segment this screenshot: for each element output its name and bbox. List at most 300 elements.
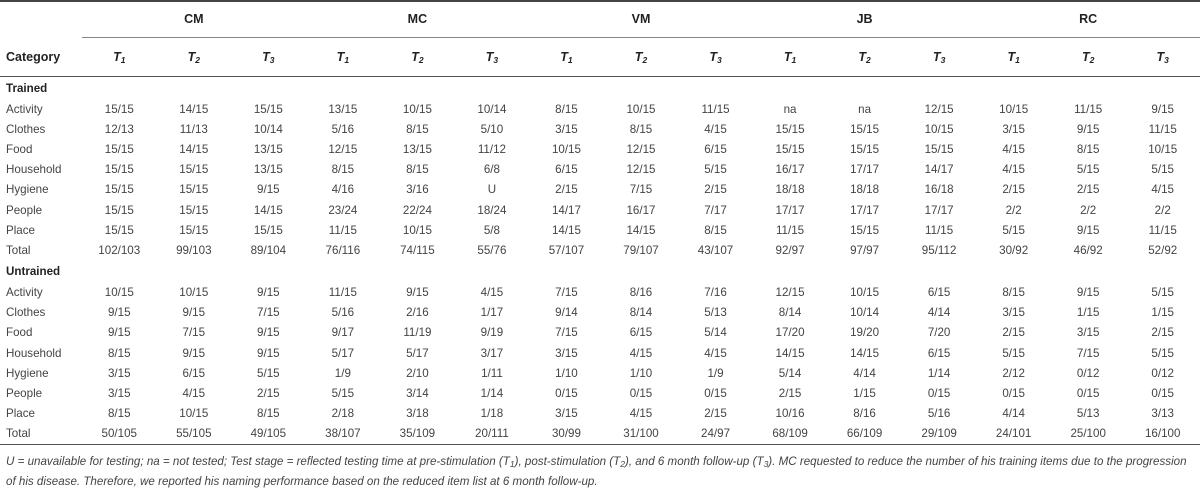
score-cell: 2/2 — [1154, 203, 1171, 217]
score-cell: 1/10 — [629, 366, 653, 380]
score-cell: 1/18 — [480, 407, 504, 421]
score-cell: 2/15 — [704, 407, 727, 421]
score-cell: 0/15 — [1151, 387, 1174, 401]
score-cell: 24/101 — [976, 424, 1051, 445]
score-cell: 2/15 — [778, 387, 802, 401]
score-cell: 0/15 — [629, 387, 653, 401]
score-cell: 68/109 — [753, 424, 828, 445]
score-cell: 11/15 — [1074, 102, 1103, 116]
score-cell: 14/17 — [924, 163, 954, 177]
score-cell: 5/16 — [927, 407, 951, 421]
section-header-row — [0, 77, 1200, 100]
score-cell: 10/14 — [850, 306, 880, 320]
score-cell: 7/16 — [704, 286, 727, 300]
score-cell: 55/76 — [477, 243, 507, 257]
score-cell: 0/15 — [927, 387, 951, 401]
score-cell: 7/15 — [257, 306, 280, 320]
score-cell: 1/15 — [1076, 306, 1100, 320]
score-cell: 9/15 — [257, 183, 280, 197]
score-cell: 4/16 — [331, 183, 355, 197]
score-cell: 5/17 — [406, 346, 429, 360]
score-cell: 2/18 — [331, 407, 355, 421]
score-cell: 9/15 — [107, 306, 131, 320]
score-cell: 14/15 — [253, 203, 283, 217]
score-cell: 15/15 — [104, 183, 134, 197]
score-cell: 50/105 — [82, 424, 157, 445]
score-cell: 9/15 — [257, 346, 280, 360]
score-cell: 10/14 — [477, 102, 507, 116]
score-cell: 8/15 — [257, 407, 280, 421]
score-cell: 1/14 — [927, 366, 951, 380]
table-row — [0, 303, 1200, 323]
score-cell: 2/15 — [1151, 326, 1174, 340]
score-cell: 3/14 — [406, 387, 429, 401]
stage-subscript: 1 — [791, 54, 797, 65]
row-category-label: Food — [6, 142, 33, 156]
stage-subscript: 3 — [716, 54, 722, 65]
stage-header-cell — [529, 38, 604, 77]
score-cell: 25/100 — [1051, 424, 1126, 445]
score-cell: 29/109 — [902, 424, 977, 445]
table-row — [0, 363, 1200, 383]
score-cell: na — [783, 102, 797, 116]
stage-subscript: 1 — [120, 54, 126, 65]
stage-header-cell — [902, 38, 977, 77]
score-cell: 14/15 — [775, 346, 805, 360]
stage-subscript: 3 — [940, 54, 946, 65]
row-category-label: Household — [6, 346, 62, 360]
score-cell: 13/15 — [402, 142, 432, 156]
score-cell: 9/19 — [480, 326, 504, 340]
score-cell: 4/15 — [1002, 163, 1025, 177]
score-cell: 74/115 — [400, 243, 435, 257]
score-cell: 12/15 — [626, 142, 656, 156]
score-cell: 49/105 — [231, 424, 306, 445]
stage-header-cell — [157, 38, 232, 77]
score-cell: 8/15 — [555, 102, 578, 116]
row-category-label: Activity — [6, 286, 43, 300]
footnote-text: ), and 6 month follow-up ( — [625, 455, 757, 468]
score-cell: 8/16 — [629, 286, 653, 300]
score-cell: 3/15 — [555, 407, 578, 421]
stage-letter: T — [932, 49, 941, 64]
score-cell: 12/15 — [626, 163, 656, 177]
score-cell: 3/15 — [1002, 122, 1025, 136]
score-cell: 12/15 — [924, 102, 954, 116]
row-category-label: Place — [6, 223, 36, 237]
stage-subscript: 1 — [567, 54, 573, 65]
stage-subscript: 3 — [1164, 54, 1169, 65]
participant-header-rc — [976, 0, 1200, 38]
footnote-stage-sub: 3 — [763, 459, 769, 469]
section-title: Untrained — [6, 265, 61, 278]
score-cell: 5/10 — [480, 122, 504, 136]
score-cell: 5/15 — [1076, 163, 1100, 177]
table-row — [0, 240, 1200, 260]
score-cell: 13/15 — [328, 102, 358, 116]
score-cell: 20/111 — [455, 424, 530, 445]
score-cell: 1/9 — [334, 366, 351, 380]
score-cell: 8/15 — [1076, 142, 1100, 156]
score-cell: 15/15 — [104, 102, 134, 116]
stage-letter: T — [560, 49, 568, 64]
score-cell: 66/109 — [827, 424, 902, 445]
score-cell: 7/15 — [1076, 346, 1100, 360]
participant-header-vm — [529, 0, 753, 38]
score-cell: 0/12 — [1151, 366, 1174, 380]
score-cell: 11/15 — [1148, 122, 1177, 136]
score-cell: 4/14 — [927, 306, 951, 320]
score-cell: 15/15 — [850, 142, 880, 156]
category-header: Category — [0, 38, 82, 77]
score-cell: 4/15 — [1002, 142, 1025, 156]
score-cell: 5/15 — [1151, 163, 1174, 177]
stage-letter: T — [634, 49, 643, 64]
score-cell: 14/17 — [551, 203, 581, 217]
footnote-stage-sub: 1 — [509, 459, 515, 469]
score-cell: 11/15 — [328, 286, 357, 300]
footnote-stage-sub: 2 — [620, 459, 625, 469]
score-cell: 92/97 — [775, 243, 805, 257]
score-cell: 2/2 — [1080, 203, 1097, 217]
table-row — [0, 424, 1200, 445]
score-cell: 4/15 — [704, 346, 727, 360]
score-cell: 5/15 — [331, 387, 355, 401]
stage-subscript: 3 — [493, 54, 499, 65]
score-cell: 0/15 — [555, 387, 578, 401]
stage-subscript: 2 — [866, 54, 871, 65]
score-cell: 17/20 — [775, 326, 805, 340]
score-cell: 4/15 — [629, 407, 653, 421]
footnote-stage-letter: T — [756, 455, 764, 468]
score-cell: 18/18 — [850, 183, 880, 197]
footnote-text: ). MC requested to reduce the number of his training items due to the progression of his disease. Therefore, we reported his naming performance based on the reduced item list at 6 month follow-up. — [6, 455, 1187, 488]
participant-label: CM — [184, 12, 204, 26]
score-cell: 15/15 — [179, 183, 209, 197]
score-cell: 12/13 — [104, 122, 134, 136]
score-cell: 1/10 — [555, 366, 578, 380]
score-cell: 15/15 — [253, 102, 283, 116]
score-cell: 15/15 — [104, 223, 134, 237]
score-cell: 9/15 — [1076, 122, 1100, 136]
score-cell: 5/15 — [1002, 223, 1025, 237]
score-cell: 5/15 — [1151, 286, 1174, 300]
table-row — [0, 343, 1200, 363]
score-cell: 11/15 — [328, 223, 357, 237]
score-cell: 0/15 — [1076, 387, 1100, 401]
stage-header-cell — [1051, 38, 1126, 77]
score-cell: 11/13 — [179, 122, 208, 136]
stage-header-cell — [753, 38, 828, 77]
stage-header-cell — [455, 38, 530, 77]
score-cell: 2/12 — [1002, 366, 1025, 380]
score-cell: 12/15 — [328, 142, 358, 156]
stage-letter: T — [485, 49, 494, 64]
score-cell: 22/24 — [402, 203, 432, 217]
score-cell: 15/15 — [775, 142, 805, 156]
score-cell: 2/15 — [257, 387, 280, 401]
score-cell: 16/17 — [775, 163, 805, 177]
score-cell: 4/15 — [629, 346, 653, 360]
row-category-label: Hygiene — [6, 366, 49, 380]
score-cell: 3/15 — [555, 122, 578, 136]
score-cell: 1/9 — [707, 366, 724, 380]
score-cell: 31/100 — [604, 424, 679, 445]
stage-letter: T — [783, 49, 792, 64]
score-cell: 9/15 — [107, 326, 131, 340]
score-cell: 11/15 — [925, 223, 954, 237]
row-category-label: Hygiene — [6, 183, 49, 197]
score-cell: 1/17 — [480, 306, 504, 320]
score-cell: 2/15 — [1002, 183, 1025, 197]
stage-header-cell — [82, 38, 157, 77]
header-blank-cell — [0, 0, 82, 38]
row-category-label: Household — [6, 163, 62, 177]
score-cell: 1/15 — [853, 387, 876, 401]
score-cell: 13/15 — [253, 142, 283, 156]
score-cell: 97/97 — [850, 243, 880, 257]
score-cell: 5/14 — [704, 326, 727, 340]
score-cell: 11/19 — [403, 326, 432, 340]
score-cell: 10/15 — [924, 122, 954, 136]
score-cell: 4/15 — [480, 286, 504, 300]
score-cell: 7/15 — [555, 326, 578, 340]
footnote-stage-letter: T — [502, 455, 510, 468]
score-cell: 10/14 — [253, 122, 283, 136]
score-cell: 15/15 — [179, 203, 209, 217]
score-cell: 6/15 — [555, 163, 578, 177]
score-cell: 18/24 — [477, 203, 507, 217]
score-cell: 8/15 — [406, 163, 429, 177]
score-cell: 89/104 — [250, 243, 287, 257]
score-cell: 15/15 — [104, 203, 134, 217]
stage-header-cell — [380, 38, 455, 77]
score-cell: 6/15 — [629, 326, 653, 340]
stage-header-cell — [827, 38, 902, 77]
test-stage-header-row — [0, 38, 1200, 77]
score-cell: 9/15 — [182, 346, 206, 360]
score-cell: 2/15 — [1002, 326, 1025, 340]
score-cell: 2/15 — [1076, 183, 1100, 197]
score-cell: 9/15 — [182, 306, 206, 320]
score-cell: 3/15 — [555, 346, 578, 360]
score-cell: 2/15 — [555, 183, 578, 197]
stage-header-cell — [231, 38, 306, 77]
score-cell: 46/92 — [1073, 243, 1103, 257]
score-cell: 15/15 — [775, 122, 805, 136]
score-cell: 102/103 — [98, 243, 141, 257]
stage-header-cell — [604, 38, 679, 77]
participant-header-mc — [306, 0, 530, 38]
stage-letter: T — [858, 49, 867, 64]
score-cell: 10/15 — [551, 142, 581, 156]
score-cell: 18/18 — [775, 183, 805, 197]
stage-header-cell — [678, 38, 753, 77]
score-cell: 10/15 — [179, 407, 209, 421]
score-cell: 14/15 — [179, 142, 209, 156]
participant-label: MC — [407, 12, 428, 26]
score-cell: 8/15 — [406, 122, 429, 136]
score-cell: 24/97 — [678, 424, 753, 445]
score-cell: 4/15 — [704, 122, 727, 136]
table-row — [0, 323, 1200, 343]
score-cell: 16/100 — [1125, 424, 1200, 445]
score-cell: 16/18 — [924, 183, 954, 197]
score-cell: 3/15 — [1076, 326, 1100, 340]
score-cell: 23/24 — [328, 203, 358, 217]
stage-letter: T — [1081, 49, 1090, 64]
score-cell: 12/15 — [775, 286, 805, 300]
score-cell: 14/15 — [850, 346, 880, 360]
score-cell: 8/15 — [331, 163, 355, 177]
score-cell: 10/15 — [626, 102, 656, 116]
stage-letter: T — [411, 49, 419, 64]
score-cell: 30/99 — [529, 424, 604, 445]
score-cell: 14/15 — [551, 223, 581, 237]
score-cell: 6/15 — [927, 346, 951, 360]
score-cell: 76/116 — [325, 243, 361, 257]
table-row — [0, 404, 1200, 424]
stage-letter: T — [1156, 49, 1165, 64]
score-cell: 15/15 — [104, 142, 134, 156]
row-category-label: Place — [6, 407, 36, 421]
score-cell: 9/15 — [1151, 102, 1174, 116]
footnote-text: U = unavailable for testing; na = not tested; Test stage = reflected testing time at pre-stimulation ( — [6, 455, 503, 468]
stage-letter: T — [336, 49, 345, 64]
participant-header-jb — [753, 0, 977, 38]
score-cell: 4/14 — [1002, 407, 1025, 421]
score-cell: 14/15 — [179, 102, 209, 116]
score-cell: 15/15 — [253, 223, 283, 237]
row-category-label: People — [6, 387, 43, 401]
stage-letter: T — [113, 49, 121, 64]
score-cell: U — [487, 183, 497, 197]
score-cell: 2/16 — [406, 306, 429, 320]
score-cell: 10/15 — [402, 223, 432, 237]
score-cell: 10/15 — [999, 102, 1029, 116]
score-cell: 5/16 — [331, 122, 355, 136]
table-row — [0, 139, 1200, 159]
score-cell: 0/15 — [704, 387, 727, 401]
participant-header-cm — [82, 0, 306, 38]
score-cell: 17/17 — [924, 203, 954, 217]
score-cell: 5/14 — [778, 366, 802, 380]
row-category-label: Total — [6, 243, 31, 257]
stage-header-cell — [1125, 38, 1200, 77]
participant-label: RC — [1079, 12, 1098, 26]
score-cell: 8/15 — [629, 122, 653, 136]
table-row — [0, 220, 1200, 240]
participant-label: VM — [631, 12, 651, 26]
stage-subscript: 2 — [195, 54, 200, 65]
row-category-label: People — [6, 203, 43, 217]
score-cell: 7/17 — [704, 203, 727, 217]
table-row — [0, 383, 1200, 403]
score-cell: 9/17 — [331, 326, 355, 340]
score-cell: 16/17 — [626, 203, 656, 217]
score-cell: 7/15 — [182, 326, 206, 340]
score-cell: 2/10 — [406, 366, 429, 380]
score-cell: 4/14 — [853, 366, 876, 380]
participant-label: JB — [856, 12, 873, 26]
stage-subscript: 2 — [418, 54, 424, 65]
score-cell: 9/15 — [257, 286, 280, 300]
score-cell: 15/15 — [179, 223, 209, 237]
stage-letter: T — [187, 49, 196, 64]
stage-header-cell — [976, 38, 1051, 77]
score-cell: 17/17 — [850, 163, 880, 177]
table-row — [0, 160, 1200, 180]
score-cell: 7/20 — [927, 326, 951, 340]
score-cell: 3/16 — [406, 183, 429, 197]
score-cell: 35/109 — [380, 424, 455, 445]
score-cell: 99/103 — [176, 243, 212, 257]
score-cell: 5/13 — [1076, 407, 1100, 421]
row-category-label: Food — [6, 326, 33, 340]
score-cell: 9/15 — [1076, 286, 1100, 300]
score-cell: 15/15 — [850, 223, 880, 237]
score-cell: 4/15 — [1151, 183, 1174, 197]
score-cell: 5/15 — [257, 366, 280, 380]
score-cell: 5/15 — [1151, 346, 1174, 360]
score-cell: 5/15 — [1002, 346, 1025, 360]
score-cell: 14/15 — [626, 223, 656, 237]
score-cell: 5/17 — [331, 346, 355, 360]
stage-subscript: 1 — [344, 54, 350, 65]
score-cell: 5/15 — [704, 163, 727, 177]
score-cell: 30/92 — [999, 243, 1029, 257]
score-cell: 11/15 — [701, 102, 730, 116]
score-cell: 7/15 — [555, 286, 578, 300]
score-cell: 15/15 — [104, 163, 134, 177]
score-cell: 8/14 — [629, 306, 653, 320]
score-cell: 10/15 — [850, 286, 880, 300]
score-cell: 17/17 — [850, 203, 880, 217]
footnote-text: ), post-stimulation ( — [514, 455, 614, 468]
score-cell: 10/15 — [402, 102, 432, 116]
score-cell: 52/92 — [1148, 243, 1178, 257]
score-cell: 6/15 — [927, 286, 951, 300]
row-category-label: Activity — [6, 102, 43, 116]
score-cell: 10/15 — [179, 286, 209, 300]
score-cell: 17/17 — [775, 203, 805, 217]
score-cell: 43/107 — [697, 243, 734, 257]
stage-letter: T — [262, 49, 270, 64]
score-cell: 7/15 — [629, 183, 653, 197]
score-cell: 3/17 — [480, 346, 504, 360]
score-cell: 10/15 — [1148, 142, 1178, 156]
score-cell: 2/15 — [704, 183, 727, 197]
score-cell: 4/15 — [182, 387, 206, 401]
score-cell: 1/11 — [481, 366, 503, 380]
score-cell: 55/105 — [157, 424, 232, 445]
row-category-label: Clothes — [6, 122, 46, 136]
table-row — [0, 283, 1200, 303]
score-cell: 3/15 — [1002, 306, 1025, 320]
score-cell: 57/107 — [548, 243, 585, 257]
score-cell: 8/16 — [853, 407, 876, 421]
table-footnote — [6, 453, 1194, 491]
score-cell: 6/15 — [704, 142, 727, 156]
score-cell: 9/15 — [1076, 223, 1100, 237]
score-cell: 8/15 — [704, 223, 727, 237]
score-cell: 1/15 — [1151, 306, 1174, 320]
table-row — [0, 99, 1200, 119]
stage-subscript: 1 — [1015, 54, 1020, 65]
score-cell: 13/15 — [253, 163, 283, 177]
score-cell: 8/15 — [107, 346, 131, 360]
score-cell: 1/14 — [480, 387, 504, 401]
